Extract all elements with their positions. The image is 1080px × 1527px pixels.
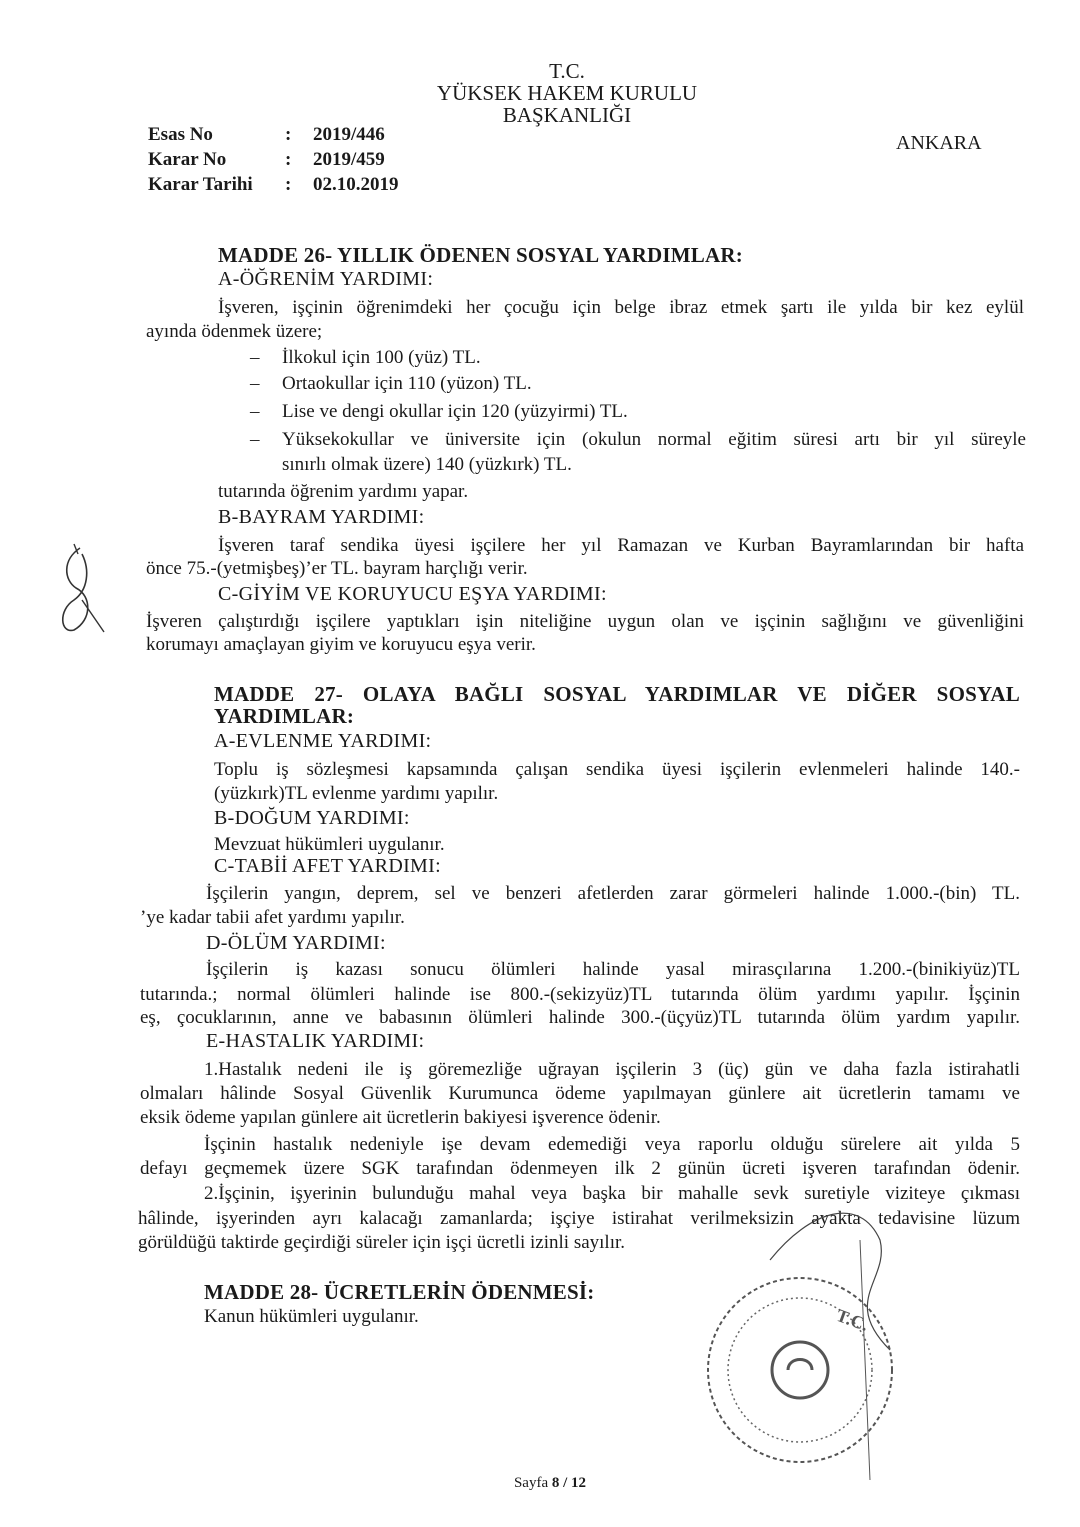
list-item [250,428,1030,452]
list-item [250,400,1030,424]
madde-27-d-title: D-ÖLÜM YARDIMI: [206,932,386,954]
madde-27-e-line: 1.Hastalık nedeni ile iş göremezliğe uğrayan işçilerin 3 (üç) gün ve daha fazla istirahatli [204,1059,1020,1080]
madde-27-e-line: görüldüğü taktirde geçirdiği süreler için işçi ücretli izinli sayılır. [138,1232,626,1253]
meta-esas-label: Esas No [148,124,213,145]
madde-26-c-line: korumayı amaçlayan giyim ve koruyucu eşya verir. [146,634,536,655]
madde-27-title-cont: YARDIMLAR: [214,704,355,728]
madde-26-b-line: İşveren taraf sendika üyesi işçilere her yıl Ramazan ve Kurban Bayramlarından bir hafta [218,535,1024,556]
header-city: ANKARA [896,132,982,154]
header-department: BAŞKANLIĞI [502,103,632,127]
madde-27-d-line: İşçilerin iş kazası sonucu ölümleri halinde yasal mirasçılarına 1.200.-(binikiyüz)TL [206,959,1020,980]
official-stamp [690,1200,910,1500]
madde-27-e-line: eksik ödeme yapılan günlere ait ücretlerin bakiyesi işverence ödenir. [140,1107,661,1128]
madde-27-title: MADDE 27- OLAYA BAĞLI SOSYAL YARDIMLAR VE DİĞER SOSYAL [214,682,1020,706]
header-institution: YÜKSEK HAKEM KURULU [436,81,698,105]
dash: – [250,347,260,368]
madde-27-a-title: A-EVLENME YARDIMI: [214,730,432,752]
meta-esas [148,124,385,146]
list-item [250,372,1030,396]
madde-27-c-title: C-TABİİ AFET YARDIMI: [214,855,441,877]
dash: – [250,373,260,394]
madde-26-title: MADDE 26- YILLIK ÖDENEN SOSYAL YARDIMLAR: [218,243,743,267]
madde-28-line: Kanun hükümleri uygulanır. [204,1306,419,1327]
page-num-value: 8 / 12 [551,1475,587,1491]
madde-27-c-line: İşçilerin yangın, deprem, sel ve benzeri afetlerden zarar görmeleri halinde 1.000.-(bin) TL. [206,883,1020,904]
list-item-text: Yüksekokullar ve üniversite için (okulun normal eğitim süresi artı bir yıl süreyle [282,429,1026,450]
dash: – [250,429,260,450]
list-item [250,346,1030,370]
meta-tarih-label: Karar Tarihi [148,174,253,195]
page-number [500,1475,600,1492]
madde-26-b-line: önce 75.-(yetmişbeş)’er TL. bayram harçlığı verir. [146,558,528,579]
meta-esas-value: 2019/446 [313,124,385,145]
list-item-text: İlkokul için 100 (yüz) TL. [282,347,481,368]
madde-27-a-line: Toplu iş sözleşmesi kapsamında çalışan sendika üyesi işçilerin evlenmeleri halinde 140.- [214,759,1020,780]
handwritten-initial [52,540,112,640]
header-tc: T.C. [549,59,585,83]
madde-27-b-line: Mevzuat hükümleri uygulanır. [214,834,445,855]
meta-karar-value: 2019/459 [313,149,385,170]
madde-27-e-line: defayı geçmemek üzere SGK tarafından ödenmeyen ilk 2 günün ücreti işveren tarafından ödenir. [140,1158,1020,1179]
list-item-continuation: sınırlı olmak üzere) 140 (yüzkırk) TL. [282,454,572,475]
list-item-text: Lise ve dengi okullar için 120 (yüzyirmi) TL. [282,401,628,422]
meta-colon: : [285,124,292,145]
madde-28-title: MADDE 28- ÜCRETLERİN ÖDENMESİ: [204,1280,595,1304]
stamp-text: T.C. [833,1304,872,1335]
madde-26-a-end: tutarında öğrenim yardımı yapar. [218,481,469,502]
madde-26-a-title: A-ÖĞRENİM YARDIMI: [218,268,434,290]
madde-27-b-title: B-DOĞUM YARDIMI: [214,807,410,829]
meta-tarih-value: 02.10.2019 [313,174,399,195]
meta-colon: : [285,174,292,195]
meta-karar [148,149,385,171]
madde-26-a-line: ayında ödenmek üzere; [146,321,323,342]
madde-27-d-line: tutarında.; normal ölümleri halinde ise 800.-(sekizyüz)TL tutarında ölüm yardımı yapılır. İşçinin [140,984,1020,1005]
madde-27-d-line: eş, çocuklarının, anne ve babasının ölümleri halinde 300.-(üçyüz)TL tutarında ölüm yardım yapılır. [140,1007,1020,1028]
madde-26-a-line: İşveren, işçinin öğrenimdeki her çocuğu için belge ibraz etmek şartı ile yılda bir kez eylül [218,297,1024,318]
madde-27-e-line: hâlinde, işyerinden ayrı kalacağı zamanlarda; işçiye istirahat verilmeksizin ayakta tedavisine lüzum [138,1208,1020,1229]
dash: – [250,401,260,422]
madde-27-a-line: (yüzkırk)TL evlenme yardımı yapılır. [214,783,499,804]
madde-27-e-line: İşçinin hastalık nedeniyle işe devam edemediği veya raporlu olduğu sürelere ait yılda 5 [204,1134,1020,1155]
madde-27-c-line: ’ye kadar tabii afet yardımı yapılır. [140,907,405,928]
madde-27-e-title: E-HASTALIK YARDIMI: [206,1030,425,1052]
madde-26-c-title: C-GİYİM VE KORUYUCU EŞYA YARDIMI: [218,583,607,605]
page-label: Sayfa [513,1475,549,1491]
meta-karar-label: Karar No [148,149,227,170]
meta-tarih [148,174,399,196]
madde-26-b-title: B-BAYRAM YARDIMI: [218,506,425,528]
madde-27-e-line: 2.İşçinin, işyerinin bulunduğu mahal veya başka bir mahalle sevk suretiyle viziteye çıkması [204,1183,1020,1204]
meta-colon: : [285,149,292,170]
madde-26-c-line: İşveren çalıştırdığı işçilere yaptıkları işin niteliğine uygun olan ve işçinin sağlığını ve güvenliğini [146,611,1024,632]
madde-27-e-line: olmaları hâlinde Sosyal Güvenlik Kurumunca ödeme yapılmayan günlere ait ücretlerin tamamı ve [140,1083,1020,1104]
list-item-text: Ortaokullar için 110 (yüzon) TL. [282,373,532,394]
